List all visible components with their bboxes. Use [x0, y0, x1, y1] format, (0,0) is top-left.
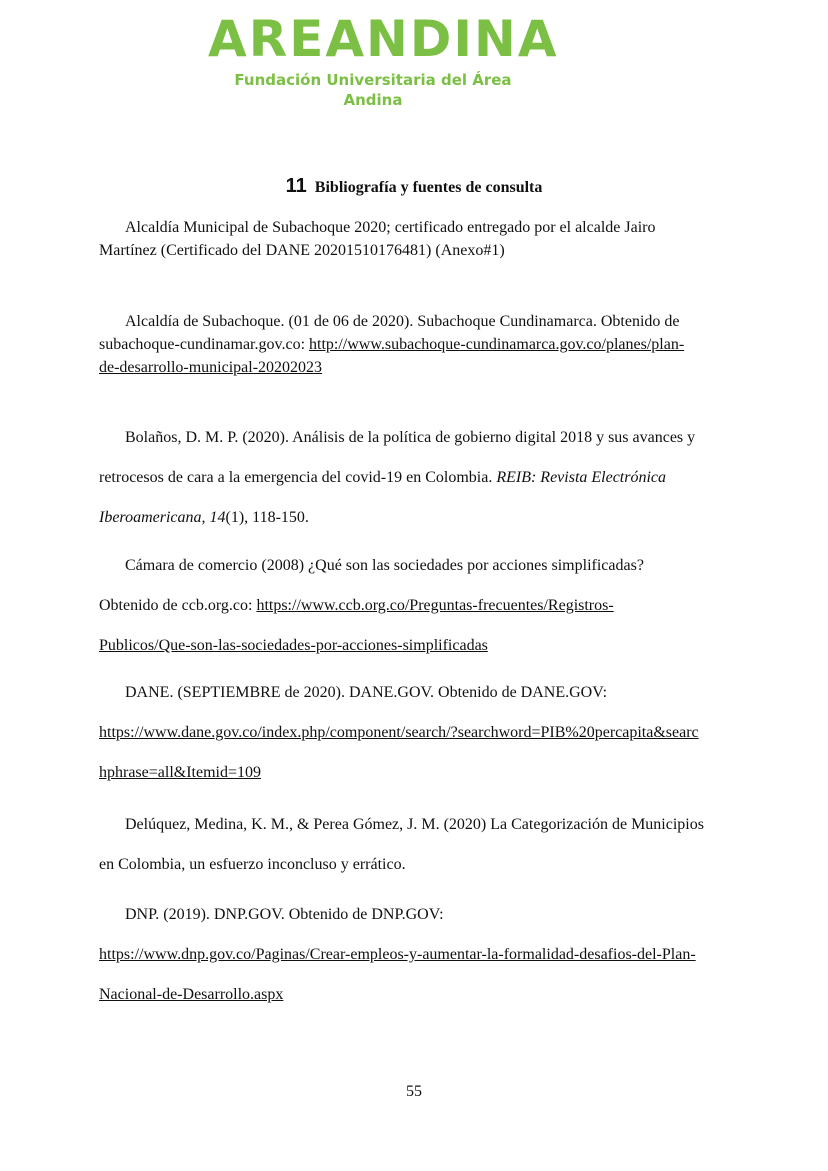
section-heading	[0, 174, 828, 200]
reference-text: en Colombia, un esfuerzo inconcluso y errático.	[99, 856, 406, 873]
section-number: 11	[285, 175, 307, 197]
reference-text: DANE. (SEPTIEMBRE de 2020). DANE.GOV. Obtenido de DANE.GOV:	[125, 684, 608, 701]
reference-entry-1	[99, 216, 731, 262]
journal-title: Iberoamericana	[99, 509, 202, 526]
reference-text: retrocesos de cara a la emergencia del covid-19 en Colombia.	[99, 469, 497, 486]
reference-link[interactable]: https://www.dnp.gov.co/Paginas/Crear-empleos-y-aumentar-la-formalidad-desafios-del-Plan-	[99, 946, 696, 963]
reference-text: Bolaños, D. M. P. (2020). Análisis de la política de gobierno digital 2018 y sus avances y	[125, 429, 696, 446]
section-title: Bibliografía y fuentes de consulta	[314, 179, 543, 196]
reference-link[interactable]: hphrase=all&Itemid=109	[99, 764, 262, 781]
page-number: 55	[406, 1083, 422, 1100]
reference-text: (1), 118-150.	[225, 509, 309, 526]
logo-subtitle: Fundación Universitaria del Área Andina	[234, 71, 512, 109]
reference-text: Obtenido de ccb.org.co:	[99, 597, 257, 614]
reference-entry-3	[99, 418, 731, 538]
reference-text: ,	[201, 509, 210, 526]
journal-title: REIB: Revista Electrónica	[496, 469, 667, 486]
reference-text: Delúquez, Medina, K. M., & Perea Gómez, J. M. (2020) La Categorización de Municipios	[125, 816, 704, 833]
reference-entry-2	[99, 310, 731, 379]
reference-text: Martínez (Certificado del DANE 20201510176481) (Anexo#1)	[99, 242, 505, 259]
reference-entry-5	[99, 673, 731, 793]
reference-link[interactable]: de-desarrollo-municipal-20202023	[99, 359, 323, 376]
reference-link[interactable]: Publicos/Que-son-las-sociedades-por-acciones-simplificadas	[99, 637, 488, 654]
reference-text: Alcaldía Municipal de Subachoque 2020; certificado entregado por el alcalde Jairo	[125, 219, 656, 236]
reference-entry-6	[99, 805, 731, 885]
reference-link[interactable]: http://www.subachoque-cundinamarca.gov.co/planes/plan-	[309, 336, 685, 353]
reference-text: subachoque-cundinamar.gov.co:	[99, 336, 310, 353]
logo-wordmark: AREANDINA	[208, 10, 559, 68]
reference-link[interactable]: https://www.ccb.org.co/Preguntas-frecuentes/Registros-	[256, 597, 614, 614]
reference-link[interactable]: Nacional-de-Desarrollo.aspx	[99, 986, 284, 1003]
reference-text: Alcaldía de Subachoque. (01 de 06 de 2020). Subachoque Cundinamarca. Obtenido de	[125, 313, 680, 330]
reference-entry-7	[99, 895, 731, 1015]
reference-text: DNP. (2019). DNP.GOV. Obtenido de DNP.GOV:	[125, 906, 444, 923]
journal-volume: 14	[209, 509, 226, 526]
reference-entry-4	[99, 546, 731, 666]
areandina-logo	[208, 10, 559, 109]
reference-link[interactable]: https://www.dane.gov.co/index.php/component/search/?searchword=PIB%20percapita&searc	[99, 724, 699, 741]
reference-text: Cámara de comercio (2008) ¿Qué son las sociedades por acciones simplificadas?	[125, 557, 644, 574]
